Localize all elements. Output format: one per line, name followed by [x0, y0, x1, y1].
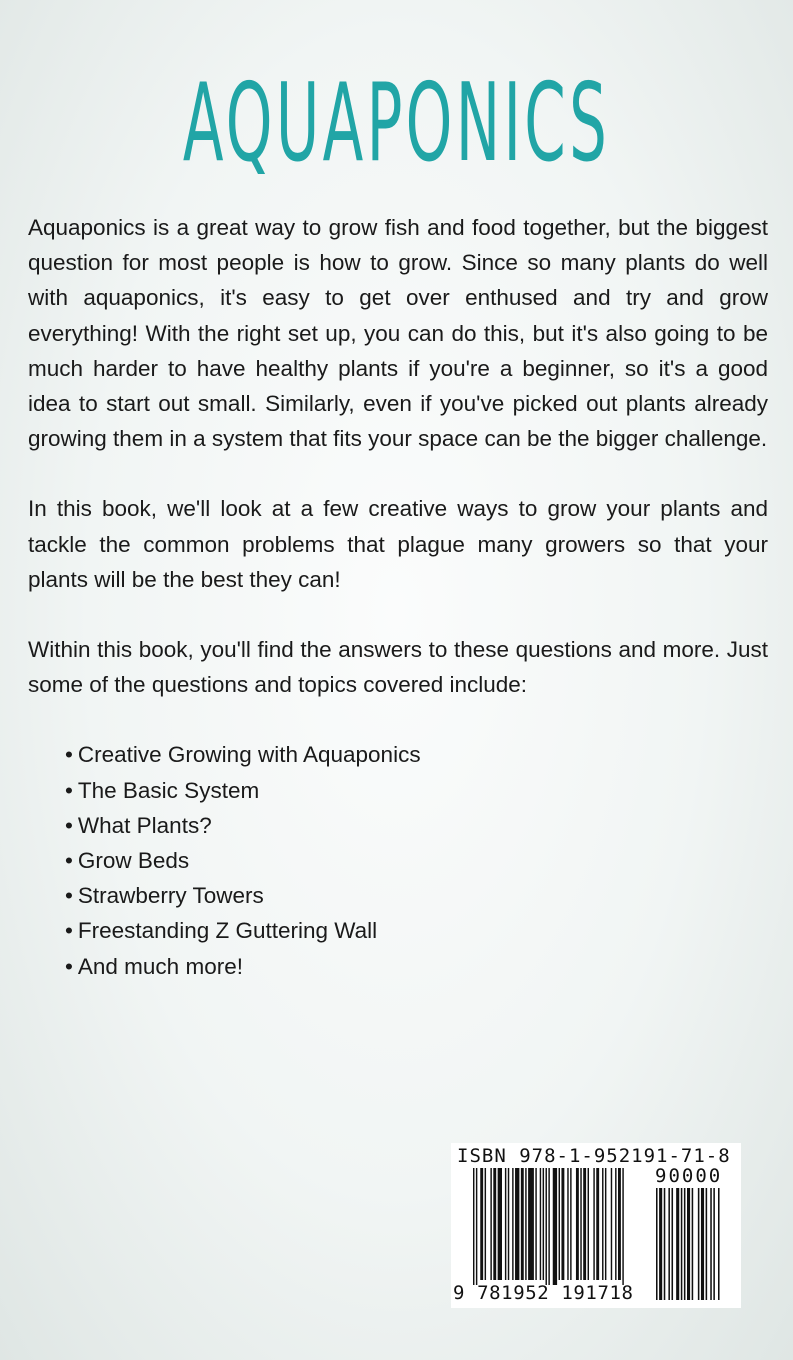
barcode-bar	[588, 1168, 589, 1280]
barcode-bar	[485, 1168, 486, 1280]
ean-digits: 9 781952 191718	[453, 1282, 634, 1304]
topic-item: • Freestanding Z Guttering Wall	[65, 913, 768, 948]
barcode-bar	[701, 1188, 704, 1300]
barcode-bar	[512, 1168, 513, 1280]
paragraph-spacer	[28, 702, 768, 737]
paragraph-spacer	[28, 456, 768, 491]
barcode-bar	[508, 1168, 509, 1280]
barcode-bar	[668, 1188, 670, 1300]
barcode-bar	[493, 1168, 496, 1280]
barcode-bar	[602, 1168, 603, 1280]
barcode-bar	[515, 1168, 519, 1280]
barcode-bar	[576, 1168, 579, 1280]
barcode-bar	[605, 1168, 606, 1280]
barcode-bar	[548, 1168, 549, 1285]
barcode-bar	[672, 1188, 674, 1300]
barcode-bar	[521, 1168, 524, 1280]
barcode-bar	[498, 1168, 502, 1280]
price-code: 90000	[655, 1165, 723, 1187]
barcode-bar	[698, 1188, 700, 1300]
back-cover-description	[28, 210, 768, 984]
barcode-bar	[713, 1188, 715, 1300]
topic-item: • Creative Growing with Aquaponics	[65, 737, 768, 772]
barcode-bar	[618, 1168, 621, 1280]
barcode-bar	[505, 1168, 506, 1280]
barcode-bar	[706, 1188, 708, 1300]
barcode-bar	[659, 1188, 662, 1300]
barcode-bar	[553, 1168, 557, 1285]
topic-item: • Strawberry Towers	[65, 878, 768, 913]
topic-item: • Grow Beds	[65, 843, 768, 878]
barcode-bar	[546, 1168, 547, 1285]
barcode-bar	[692, 1188, 694, 1300]
barcode-bar	[540, 1168, 541, 1280]
barcode-bar	[580, 1168, 581, 1280]
barcode-bar	[570, 1168, 571, 1280]
description-paragraph-2: In this book, we'll look at a few creative ways to grow your plants and tackle the common problems that plague many growers so that your plants will be the best they can!	[28, 496, 768, 592]
barcode-bar	[684, 1188, 686, 1300]
book-title: AQUAPONICS	[182, 61, 611, 186]
barcode-bar	[664, 1188, 666, 1300]
barcode-bar	[561, 1168, 564, 1280]
barcode-bar	[615, 1168, 616, 1280]
barcode-bar	[559, 1168, 560, 1280]
description-paragraph-3: Within this book, you'll find the answers to these questions and more. Just some of the questions and topics covered include:	[28, 637, 768, 698]
barcode-bar	[567, 1168, 568, 1280]
barcode-bar	[490, 1168, 491, 1280]
paragraph-spacer	[28, 597, 768, 632]
barcode-bar	[718, 1188, 720, 1300]
barcode-bar	[543, 1168, 544, 1280]
topic-item: • What Plants?	[65, 808, 768, 843]
barcode-bar	[611, 1168, 612, 1280]
barcode-bar	[480, 1168, 483, 1280]
isbn-barcode	[451, 1143, 741, 1308]
topics-list	[28, 737, 768, 983]
barcode-bar	[593, 1168, 594, 1280]
topic-item: • The Basic System	[65, 773, 768, 808]
barcode-bar	[710, 1188, 712, 1300]
barcode-bar	[473, 1168, 474, 1285]
barcode-bar	[583, 1168, 586, 1280]
barcode-bar	[687, 1188, 690, 1300]
barcode-bar	[476, 1168, 477, 1285]
topic-item: • And much more!	[65, 949, 768, 984]
barcode-bar	[676, 1188, 679, 1300]
barcode-bar	[525, 1168, 526, 1280]
barcode-bar	[528, 1168, 534, 1280]
barcode-bar	[535, 1168, 536, 1280]
barcode-bar	[656, 1188, 658, 1300]
barcode-bar	[596, 1168, 599, 1280]
description-paragraph-1: Aquaponics is a great way to grow fish and food together, but the biggest question for most people is how to grow. Since so many plants do well with aquaponics, it's easy to get over enthused and try and grow everything! With the right set up, you can do this, but it's also going to be much harder to have healthy plants if you're a beginner, so it's a good idea to start out small. Similarly, even if you've picked out plants already growing them in a system that fits your space can be the bigger challenge.	[28, 215, 768, 452]
isbn-label: ISBN 978-1-952191-71-8	[457, 1145, 731, 1167]
barcode-bar	[622, 1168, 623, 1285]
barcode-bar	[681, 1188, 683, 1300]
